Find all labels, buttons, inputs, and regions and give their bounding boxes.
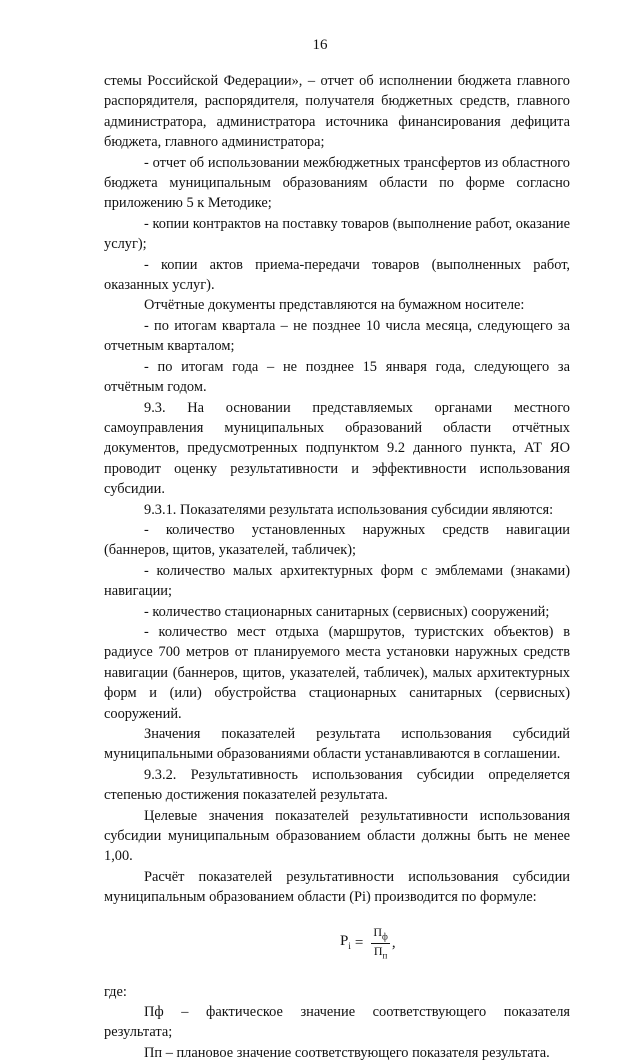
paragraph: - по итогам квартала – не позднее 10 числа месяца, следующего за отчетным кварталом; (104, 317, 570, 355)
paragraph: 9.3.2. Результативность использования субсидии определяется степенью достижения показателей результата. (104, 766, 570, 804)
formula-fraction (371, 925, 390, 963)
paragraph: 9.3. На основании представляемых органами местного самоуправления муниципальных образований области отчётных документов, предусмотренных подпунктом 9.2 данного пункта, АТ ЯО проводит оценку результативности и эффективности использования субсидии. (104, 399, 570, 498)
paragraph: Отчётные документы представляются на бумажном носителе: (144, 297, 525, 314)
paragraph: - отчет об использовании межбюджетных трансфертов из областного бюджета муниципальным образованиям области по форме согласно приложению 5 к Методике; (104, 154, 570, 212)
paragraph: - копии контрактов на поставку товаров (выполнение работ, оказание услуг); (104, 215, 570, 253)
paragraph: Значения показателей результата использования субсидий муниципальными образованиями области устанавливаются в соглашении. (104, 726, 570, 763)
paragraph: - количество малых архитектурных форм с эмблемами (знаками) навигации; (104, 562, 570, 600)
paragraph: Целевые значения показателей результативности использования субсидии муниципальным образованием области должны быть не менее 1,00. (104, 807, 570, 865)
formula-equals: = (354, 935, 364, 952)
paragraph: 9.3.1. Показателями результата использования субсидии являются: (144, 501, 554, 518)
document-body (104, 71, 570, 1063)
formula-comma: , (391, 935, 396, 952)
paragraph: стемы Российской Федерации», – отчет об исполнении бюджета главного распорядителя, распорядителя, получателя бюджетных средств, главного администратора, администратора источника финансирования дефицита бюджета, главного администратора; (104, 73, 570, 151)
where-definition: Пф – фактическое значение соответствующего показателя результата; (104, 1004, 570, 1041)
paragraph: Расчёт показателей результативности использования субсидии муниципальным образованием области (Pi) производится по формуле: (104, 868, 570, 906)
paragraph: - количество стационарных санитарных (сервисных) сооружений; (144, 603, 550, 620)
paragraph: - количество мест отдыха (маршрутов, туристских объектов) в радиусе 700 метров от планируемого места установки наружных средств навигации (баннеров, щитов, указателей, табличек), малых архитектурных форм и (или) обустройства стационарных санитарных (сервисных) сооружений. (104, 623, 570, 722)
formula-numerator: $П_ф$ (371, 925, 390, 944)
paragraph: - количество установленных наружных средств навигации (баннеров, щитов, указателей, табличек); (104, 521, 570, 559)
formula-lhs: $P_i$ (340, 932, 351, 951)
where-label: где: (104, 983, 127, 1000)
formula-denominator: $П_п$ (373, 944, 388, 961)
formula (104, 924, 570, 964)
paragraph: - копии актов приема-передачи товаров (выполненных работ, оказанных услуг). (104, 256, 570, 294)
paragraph: - по итогам года – не позднее 15 января года, следующего за отчётным годом. (104, 358, 570, 396)
formula-expression (340, 924, 396, 964)
page-number: 16 (312, 37, 328, 53)
where-definition: Пп – плановое значение соответствующего показателя результата. (144, 1044, 550, 1061)
